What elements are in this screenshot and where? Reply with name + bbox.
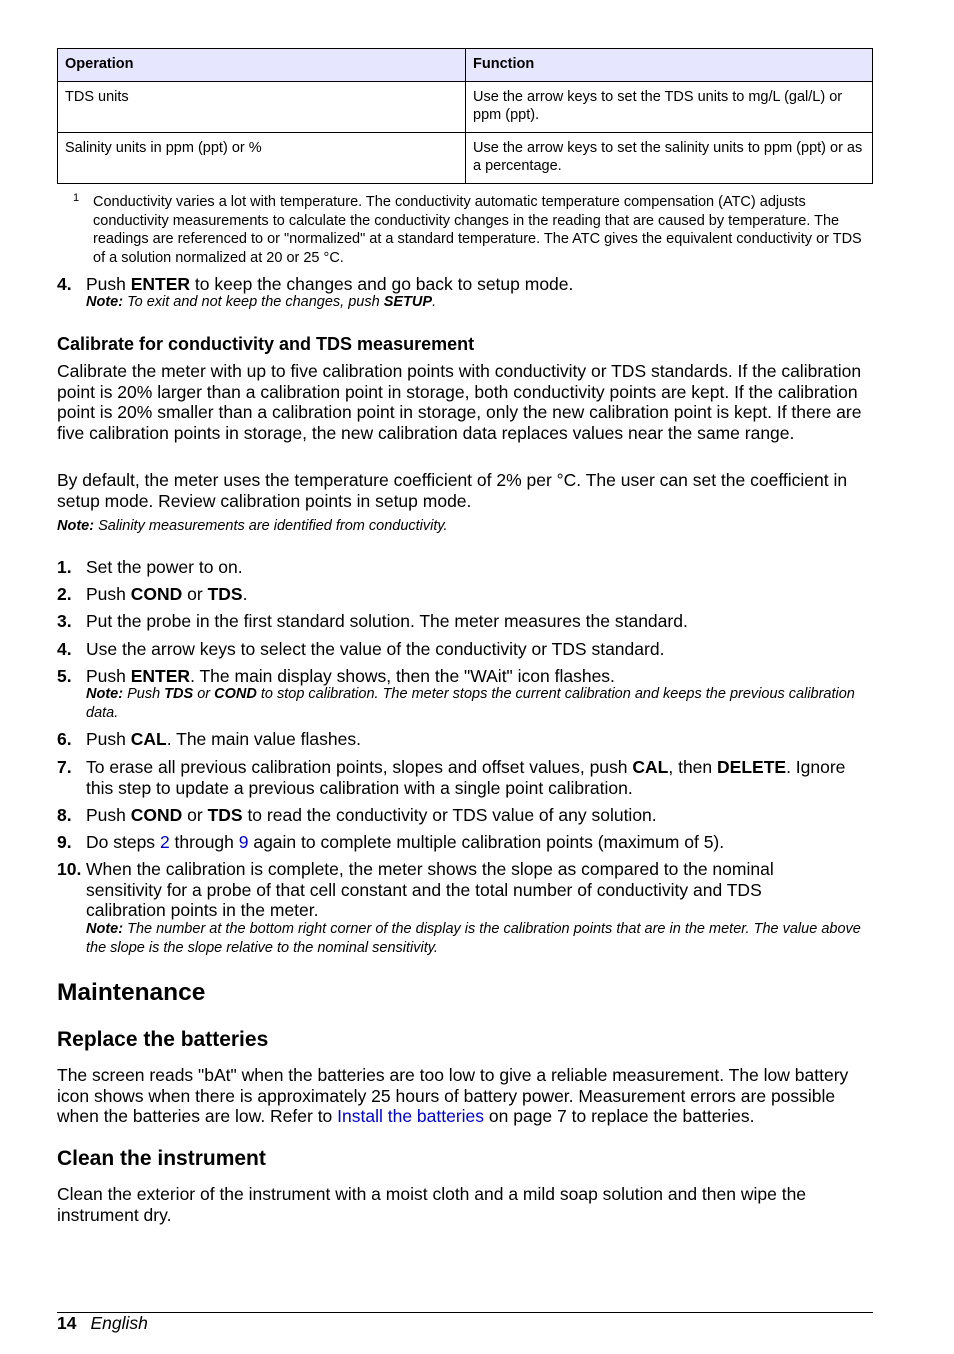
step-number: 9.: [57, 832, 72, 852]
table-cell-operation: Salinity units in ppm (ppt) or %: [58, 133, 466, 184]
step-link-2[interactable]: 2: [159, 832, 170, 852]
step-text: Set the power to on.: [86, 557, 243, 577]
page-number: 14: [57, 1313, 77, 1333]
step-number: 7.: [57, 757, 72, 777]
footer-divider: [57, 1312, 873, 1313]
calibrate-heading: Calibrate for conductivity and TDS measurement: [57, 334, 475, 354]
key-cal: CAL: [632, 757, 669, 777]
key-setup: SETUP: [383, 294, 433, 310]
replace-batteries-paragraph: The screen reads "bAt" when the batteries are too low to give a reliable measurement. The low battery icon shows when there is approximately 25 hours of battery power. Measurement errors are possible when the batteries are low. Refer to Install the batteries on page 7 to replace the batteries.: [57, 1065, 849, 1126]
clean-instrument-heading: Clean the instrument: [57, 1147, 266, 1170]
step-text: Do steps 2 through 9 again to complete multiple calibration points (maximum of 5).: [86, 832, 725, 852]
step-number: 6.: [57, 729, 72, 749]
key-tds: TDS: [207, 805, 243, 825]
table-cell-operation: TDS units: [58, 82, 466, 133]
step-number: 4.: [57, 274, 72, 294]
table-header-row: [58, 49, 873, 82]
step-text: Push COND or TDS to read the conductivity or TDS value of any solution.: [86, 805, 657, 825]
step-text: Put the probe in the first standard solution. The meter measures the standard.: [86, 611, 688, 631]
step-number: 10.: [57, 859, 82, 879]
step-number: 4.: [57, 639, 72, 659]
settings-table: [57, 48, 873, 184]
calibrate-paragraph-1: Calibrate the meter with up to five calibration points with conductivity or TDS standards. If the calibration point is 20% larger than a calibration point in storage, both conductivity points are kept. If the calibration point is 20% smaller than a calibration point in storage, only the new calibration point is kept. If there are five calibration points in storage, the new calibration data replaces values near the same range.: [57, 361, 862, 443]
step-text: Use the arrow keys to select the value of the conductivity or TDS standard.: [86, 639, 665, 659]
key-cond: COND: [130, 584, 183, 604]
key-enter: ENTER: [130, 666, 191, 686]
table-row: [58, 82, 873, 133]
key-cond: COND: [130, 805, 183, 825]
table-cell-function: Use the arrow keys to set the TDS units to mg/L (gal/L) or ppm (ppt).: [466, 82, 873, 133]
footnote-text: Conductivity varies a lot with temperature. The conductivity automatic temperature compensation (ATC) adjusts conductivity measurements to calculate the conductivity changes in the reading that are caused by temperature. The readings are referenced to or "normalized" at a standard temperature. The ATC gives the equivalent conductivity or TDS of a solution normalized at 20 or 25 °C.: [93, 194, 862, 266]
key-tds: TDS: [164, 686, 194, 702]
step-text: Push CAL. The main value flashes.: [86, 729, 361, 749]
key-cal: CAL: [130, 729, 167, 749]
table-row: [58, 133, 873, 184]
step-text: Push COND or TDS.: [86, 584, 248, 604]
replace-batteries-heading: Replace the batteries: [57, 1028, 269, 1051]
step-text: When the calibration is complete, the meter shows the slope as compared to the nominal sensitivity for a probe of that cell constant and the total number of conductivity and TDS calibration points in the meter.: [86, 859, 774, 920]
key-cond: COND: [214, 686, 257, 702]
step-note: Note: To exit and not keep the changes, push SETUP.: [86, 294, 437, 310]
maintenance-heading: Maintenance: [57, 979, 206, 1006]
step-text: To erase all previous calibration points, slopes and offset values, push CAL, then DELETE. Ignore this step to update a previous calibration with a single point calibration.: [86, 757, 846, 798]
step-text: Push ENTER. The main display shows, then the "WAit" icon flashes.: [86, 666, 615, 686]
key-enter: ENTER: [130, 274, 191, 294]
column-header-operation: Operation: [58, 49, 466, 82]
key-tds: TDS: [207, 584, 243, 604]
step-number: 5.: [57, 666, 72, 686]
column-header-function: Function: [466, 49, 873, 82]
step-number: 3.: [57, 611, 72, 631]
step-note: Note: Push TDS or COND to stop calibration. The meter stops the current calibration and keeps the previous calibration data.: [86, 686, 855, 721]
step-note: Note: The number at the bottom right corner of the display is the calibration points that are in the meter. The value above the slope is the slope relative to the nominal sensitivity.: [86, 921, 861, 956]
table-cell-function: Use the arrow keys to set the salinity units to ppm (ppt) or as a percentage.: [466, 133, 873, 184]
step-text: Push ENTER to keep the changes and go back to setup mode.: [86, 274, 574, 294]
key-delete: DELETE: [717, 757, 787, 777]
calibrate-note: Note: Salinity measurements are identified from conductivity.: [57, 518, 448, 534]
step-link-9[interactable]: 9: [238, 832, 249, 852]
calibrate-paragraph-2: By default, the meter uses the temperature coefficient of 2% per °C. The user can set the coefficient in setup mode. Review calibration points in setup mode.: [57, 470, 848, 511]
step-number: 8.: [57, 805, 72, 825]
footer-language: English: [90, 1313, 148, 1333]
page-footer: [57, 1313, 148, 1333]
footnote-number: 1: [73, 192, 80, 204]
clean-instrument-paragraph: Clean the exterior of the instrument with a moist cloth and a mild soap solution and then wipe the instrument dry.: [57, 1184, 807, 1225]
step-number: 1.: [57, 557, 72, 577]
install-batteries-link[interactable]: Install the batteries: [337, 1106, 485, 1126]
step-number: 2.: [57, 584, 72, 604]
